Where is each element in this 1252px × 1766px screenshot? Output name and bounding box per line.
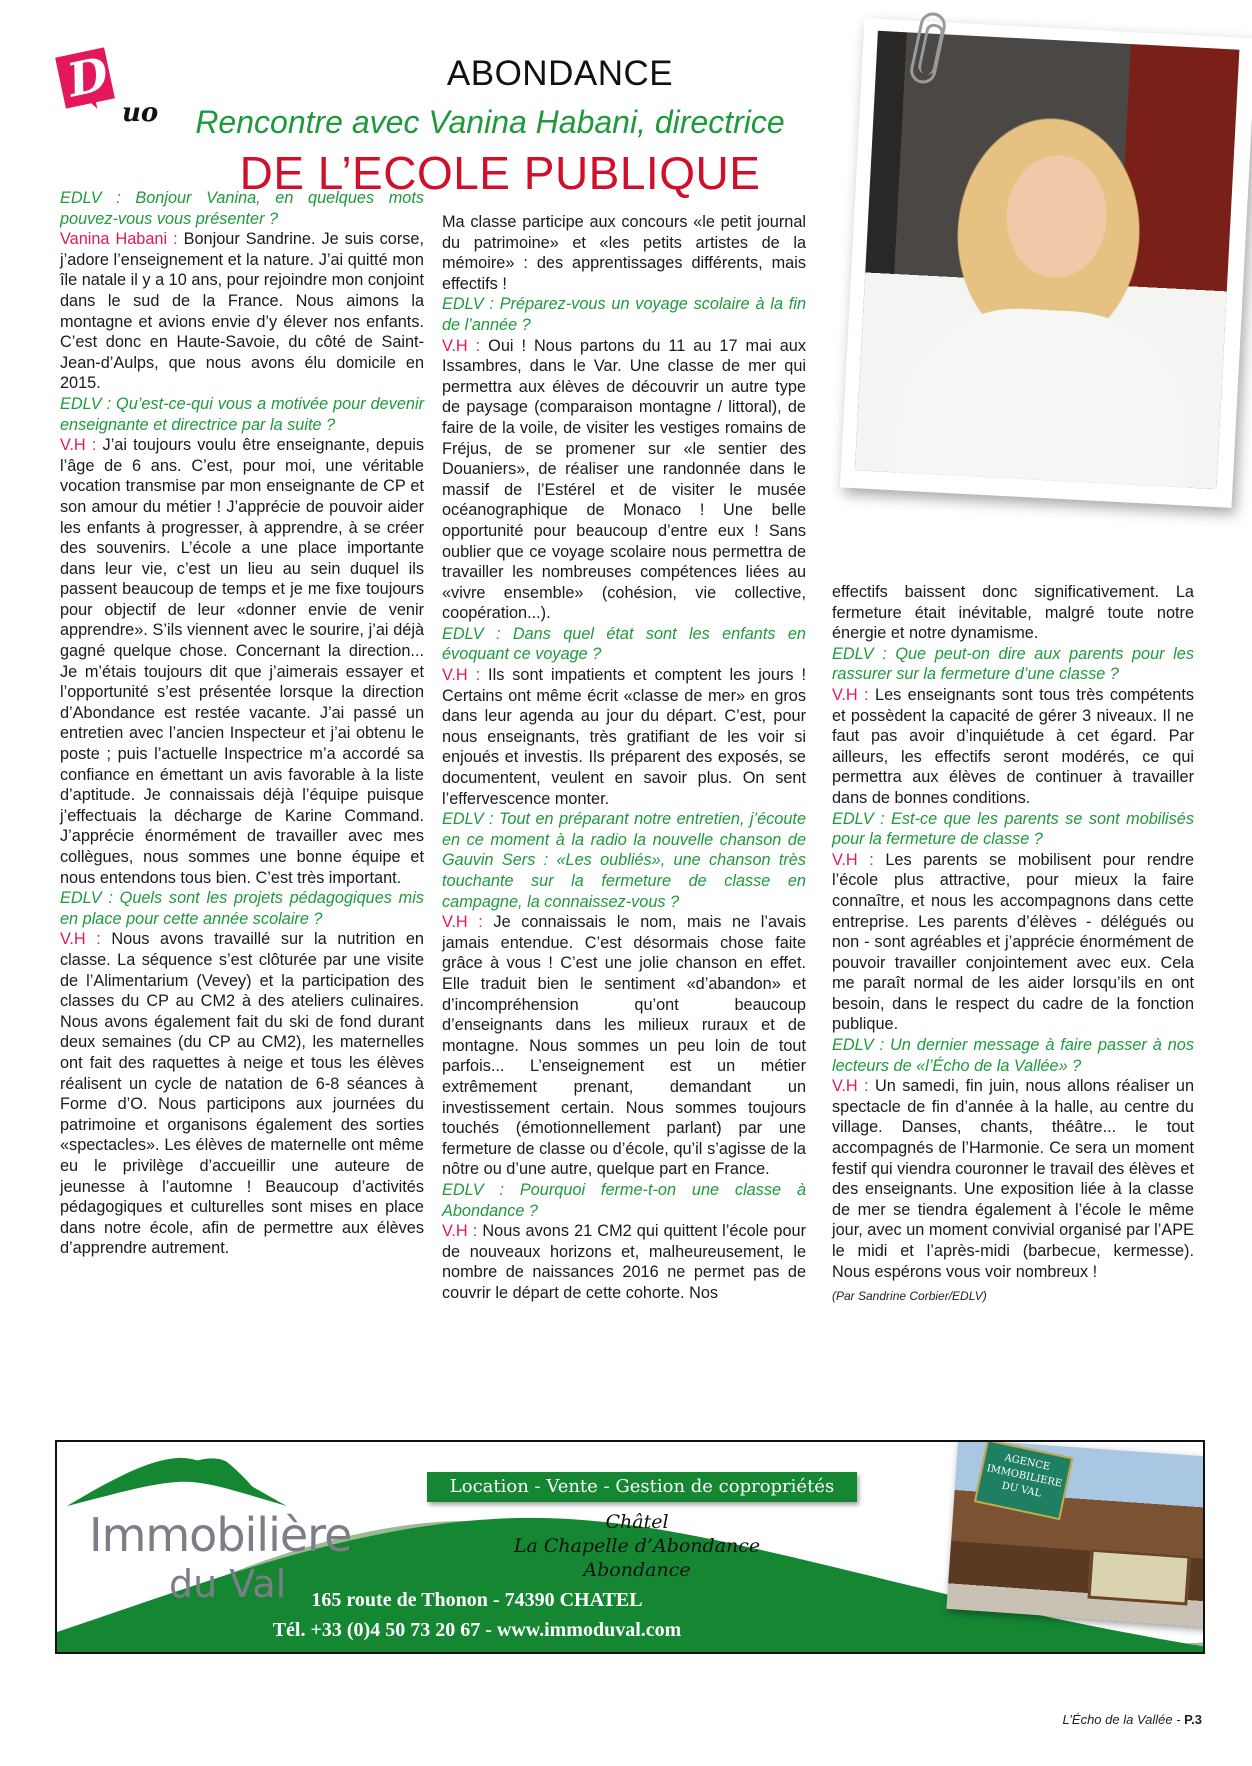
speaker-label: V.H :: [60, 436, 103, 455]
answer-text: Nous avons 21 CM2 qui quittent l’école pour de nouveaux horizons et, malheureusement, le nombre de naissances 2016 ne permet pas de couvrir le départ de cette cohorte. Nos: [442, 1222, 807, 1302]
brand-name-suffix: du Val: [169, 1562, 287, 1606]
speaker-label: V.H :: [442, 1222, 483, 1241]
question-text: EDLV : Dans quel état sont les enfants en évoquant ce voyage ?: [442, 624, 806, 664]
interview-answer: [442, 212, 806, 294]
agency-address: 165 route de Thonon - 74390 CHATEL: [311, 1589, 643, 1611]
question-text: EDLV : Quels sont les projets pédagogiques mis en place pour cette année scolaire ?: [60, 889, 424, 928]
interview-question: [60, 394, 424, 435]
interview-answer: [442, 912, 806, 1180]
services-banner: Location - Vente - Gestion de copropriétés: [427, 1472, 857, 1502]
article-subtitle: Rencontre avec Vanina Habani, directrice: [195, 104, 785, 140]
speaker-label: V.H :: [442, 666, 489, 685]
question-text: EDLV : Est-ce que les parents se sont mobilisés pour la fermeture de classe ?: [832, 809, 1194, 849]
question-text: EDLV : Un dernier message à faire passer à nos lecteurs de «l’Écho de la Vallée» ?: [832, 1036, 1194, 1075]
answer-text: Nous avons travaillé sur la nutrition en classe. La séquence s’est clôturée par une visite de l’Alimentarium (Vevey) et la participation des classes du CP au CM2 à des ateliers culinaires. Nous avons également fait du ski de fond durant deux semaines (du CP au CM2), les maternelles ont fait des raquettes à neige et tous les élèves réalisent un cycle de natation de 6-8 séances à Forme d’O. Nous participons aux journées du patrimoine et organisons également des sorties «spectacles». Les élèves de maternelle ont même eu le privilège d’accueillir une auteure de jeunesse à l’automne ! Beaucoup d’activités pédagogiques et culturelles sont mises en place dans notre école, afin de permettre aux élèves d’apprendre autrement.: [60, 930, 424, 1258]
interview-question: [442, 624, 806, 665]
interview-answer: [60, 929, 424, 1259]
photo-shirt: [893, 303, 1193, 490]
mountain-logo-icon: [67, 1452, 297, 1512]
section-kicker: ABONDANCE: [446, 54, 674, 93]
agency-contact[interactable]: Tél. +33 (0)4 50 73 20 67 - www.immoduval.com: [272, 1619, 682, 1641]
shop-window: [1087, 1549, 1190, 1606]
speaker-label: V.H :: [442, 336, 489, 355]
answer-text: Bonjour Sandrine. Je suis corse, j’adore l’enseignement et la nature. J’ai quitté mon île natale il y a 10 ans, pour rejoindre mon conjoint dans le sud de la France. Nous aimons la montagne et avions envie d’y élever nos enfants. C’est donc en Haute-Savoie, du côté de Saint-Jean-d’Aulps, que nous avons élu domicile en 2015.: [60, 230, 424, 393]
answer-text: J’ai toujours voulu être enseignante, depuis l’âge de 6 ans. C’est, pour moi, une véritable vocation transmise par mon enseignante de CP et son amour du métier ! J’apprécie de pouvoir aider les enfants à progresser, à apprendre, à se créer des souvenirs. L’école a une place importante dans leur vie, c’est un lieu au sein duquel ils passent beaucoup de temps et je me fixe toujours pour objectif de leur «donner envie de venir apprendre». S’ils viennent avec le sourire, j’ai déjà gagné quelque chose. Concernant la direction... Je m’étais toujours dit que j’aimerais essayer et l’opportunité s’est présentée lorsque la direction d’Abondance est restée vacante. J’ai passé un entretien avec l’ancien Inspecteur et j’ai obtenu le poste ; puis l’actuelle Inspectrice m’a accordé sa confiance en émettant un avis favorable à la liste d’aptitude. Je connaissais déjà l’équipe puisque j’effectuais la décharge de Karine Command. J’apprécie énormément de travailler avec mes collègues, nous sommes une bonne équipe et nous entendons tous bien. C’est très important.: [60, 436, 425, 887]
answer-text: Les parents se mobilisent pour rendre l’école plus attractive, pour mieux la faire connaître, et nous les accompagnons dans cette entreprise. Les parents d’élèves - délégués ou non - sont agréables et j’apprécie énormément de pouvoir travailler conjointement avec eux. Cela me paraît normal de les aider lorsqu’ils en ont besoin, dans le respect du cadre de la fonction publique.: [832, 850, 1194, 1034]
article-byline: (Par Sandrine Corbier/EDLV): [832, 1289, 987, 1304]
interview-question: [60, 888, 424, 929]
interview-question: [442, 809, 806, 912]
interview-answer: [442, 336, 806, 624]
interview-question: [442, 294, 806, 335]
location-item: Châtel: [605, 1511, 669, 1533]
question-text: EDLV : Que peut-on dire aux parents pour les rassurer sur la fermeture d’une classe ?: [832, 644, 1194, 684]
interview-answer: [832, 850, 1194, 1035]
brand-name: Immobilière: [89, 1508, 352, 1562]
agency-shop-photo: [946, 1440, 1205, 1627]
article-column-3: [832, 582, 1194, 1307]
question-text: EDLV : Pourquoi ferme-t-on une classe à Abondance ?: [442, 1180, 806, 1220]
interview-answer: [832, 582, 1194, 644]
interview-answer: [832, 685, 1194, 809]
advertisement-immobiliere-du-val[interactable]: [55, 1440, 1205, 1654]
speaker-label: V.H :: [442, 913, 494, 932]
answer-text: Je connaissais le nom, mais ne l’avais jamais entendue. C’est désormais chose faite grâce à vous ! C’est une jolie chanson en effet. Elle traduit bien le sentiment «d’abandon» et d’incompréhension qu’ont beaucoup d’enseignants dans les milieux ruraux et de montagne. Nous sommes un peu loin de tout parfois... L’enseignement est un métier extrêmement prenant, demandant un investissement certain. Nous sommes toujours touchés (émotionnellement parlant) par une fermeture de classe ou d’école, qu’il s’agisse de la nôtre ou d’une autre, quelque part en France.: [442, 913, 806, 1179]
interview-question: [60, 188, 424, 229]
portrait-photo-frame: [840, 18, 1252, 508]
answer-text: Un samedi, fin juin, nous allons réaliser un spectacle de fin d’année à la halle, au centre du village. Danses, chants, théâtre... le tout accompagnés de l’Harmonie. Ce sera un moment festif qui viendra couronner le travail des élèves et des enseignants. Une exposition liée à la classe de mer se tiendra également à l’école le même jour, avec un moment convivial organisé par l’APE le midi et l’après-midi (barbecue, kermesse). Nous espérons vous voir nombreux !: [832, 1077, 1195, 1281]
question-text: EDLV : Préparez-vous un voyage scolaire à la fin de l’année ?: [442, 295, 806, 334]
logo-suffix: uo: [122, 98, 159, 128]
answer-text: effectifs baissent donc significativement. La fermeture était inévitable, malgré toute notre énergie et notre dynamisme.: [832, 583, 1194, 643]
speaker-label: Vanina Habani :: [60, 230, 184, 249]
speaker-label: V.H :: [832, 685, 876, 704]
interview-answer: [60, 435, 424, 888]
question-text: EDLV : Tout en préparant notre entretien, j’écoute en ce moment à la radio la nouvelle chanson de Gauvin Sers : «Les oubliés», une chanson très touchante sur la fermeture de classe en campagne, la connaissez-vous ?: [442, 810, 806, 911]
interview-question: [832, 809, 1194, 850]
interview-answer: [60, 229, 424, 394]
interview-answer: [442, 1221, 806, 1303]
speaker-label: V.H :: [832, 1077, 875, 1096]
answer-text: Ils sont impatients et comptent les jours ! Certains ont même écrit «classe de mer» en gros dans leur agenda au jour du départ. C’est, pour nous enseignants, très gratifiant de les voir si enjoués et investis. Ils préparent des exposés, se documentent, veulent en savoir plus. On sent l’effervescence monter.: [442, 666, 806, 808]
logo-letter: D: [62, 46, 114, 108]
interview-question: [832, 1035, 1194, 1076]
answer-text: Ma classe participe aux concours «le petit journal du patrimoine» et «les petits artistes de la mémoire» : des apprentissages différents, mais effectifs !: [442, 213, 806, 293]
article-column-2: [442, 212, 806, 1303]
publication-name: L’Écho de la Vallée -: [1062, 1712, 1185, 1727]
interview-answer: [832, 1076, 1194, 1282]
interview-question: [442, 1180, 806, 1221]
agency-sign: AGENCE IMMOBILIERE DU VAL: [974, 1440, 1073, 1520]
page-number: P.3: [1184, 1712, 1202, 1727]
page-footer: [1063, 1712, 1203, 1727]
question-text: EDLV : Bonjour Vanina, en quelques mots pouvez-vous vous présenter ?: [60, 189, 424, 228]
interview-answer: [442, 665, 806, 809]
location-item: La Chapelle d’Abondance: [513, 1535, 761, 1557]
location-item: Abondance: [583, 1559, 691, 1581]
answer-text: Oui ! Nous partons du 11 au 17 mai aux Issambres, dans le Var. Une classe de mer qui permettra aux élèves de découvrir un autre type de paysage (comparaison montagne / littoral), de faire de la voile, de visiter les vestiges romains de Fréjus, de se promener sur «le sentier des Douaniers», de réaliser une randonnée dans le massif de l’Estérel et de visiter le musée océanographique de Monaco ! Une belle opportunité pour beaucoup d’entre eux ! Sans oublier que ce voyage scolaire nous permettra de travailler les nombreuses compétences liées au «vivre ensemble» (cohésion, vie collective, coopération...).: [442, 336, 806, 623]
article-title: DE L’ECOLE PUBLIQUE: [239, 147, 761, 199]
question-text: EDLV : Qu’est-ce-qui vous a motivée pour devenir enseignante et directrice par la suite ?: [60, 394, 424, 434]
speaker-label: V.H :: [60, 930, 112, 949]
locations-list: [457, 1510, 817, 1582]
portrait-photo: [855, 31, 1240, 489]
speaker-label: V.H :: [832, 850, 886, 869]
interview-question: [832, 644, 1194, 685]
answer-text: Les enseignants sont tous très compétents et possèdent la capacité de gérer 3 niveaux. Il ne faut pas avoir d’inquiétude à cet égard. Par ailleurs, les effectifs seront modérés, ce qui permettra aux élèves de continuer à travailler dans de bonnes conditions.: [832, 685, 1195, 807]
article-column-1: [60, 188, 424, 1259]
